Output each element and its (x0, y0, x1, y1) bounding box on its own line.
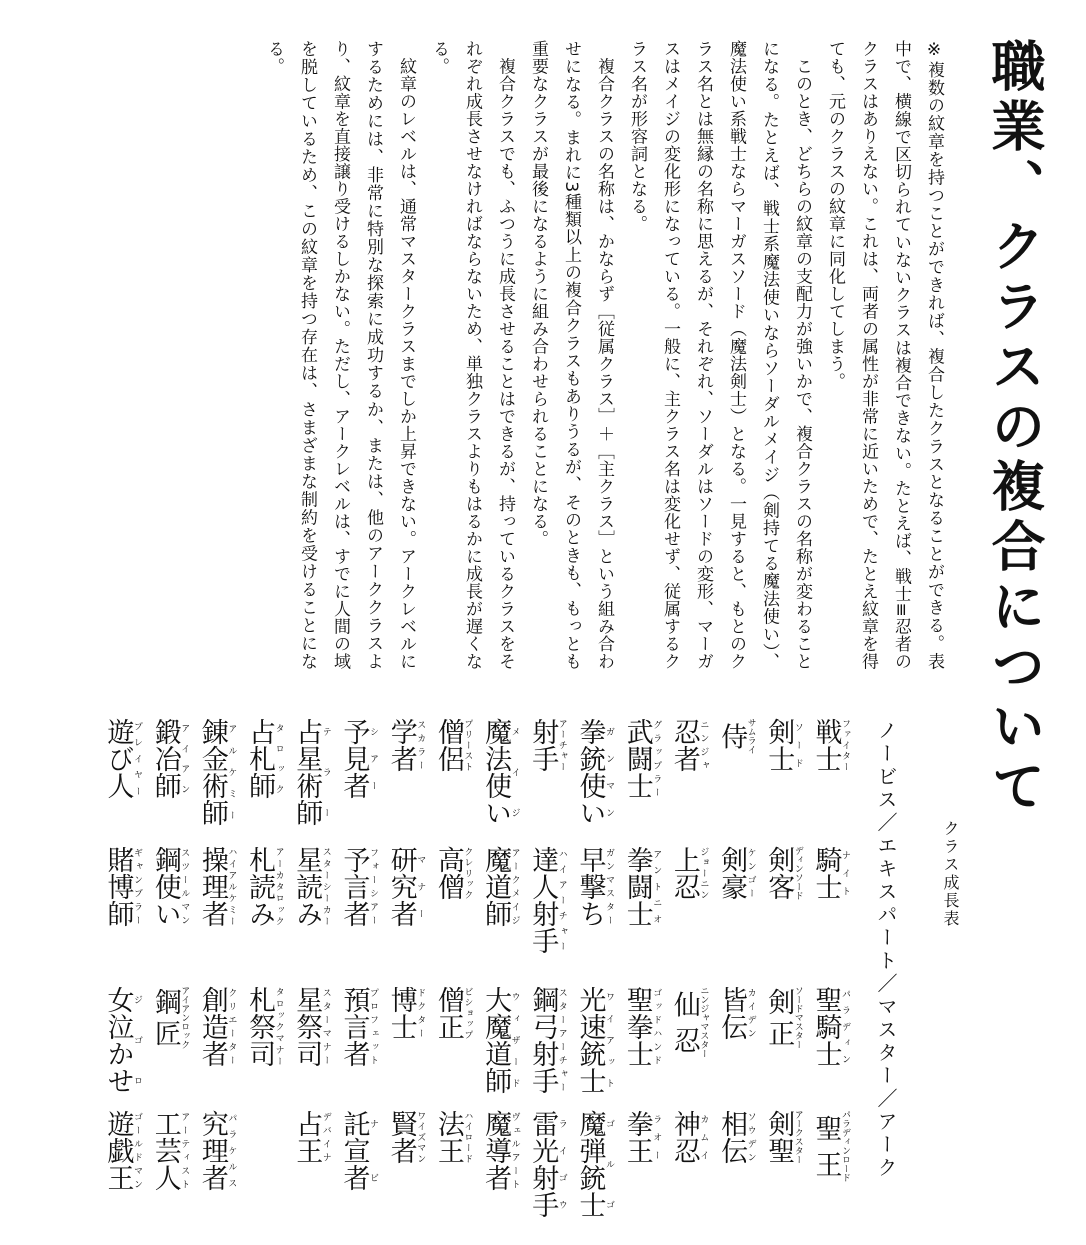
table-cell: 聖拳士ゴッドハンド (621, 986, 662, 1067)
table-cell: 高僧クレリック (432, 846, 473, 900)
table-row (664, 718, 708, 1198)
table-cell: 星読みスターシーカー (291, 846, 331, 927)
table-cell: 遊び人プレイヤー (102, 718, 142, 799)
table-cell: 射手アーチャー (527, 718, 567, 772)
table-row (240, 718, 284, 1198)
table-cell: 剣正ソードマスター (763, 986, 803, 1049)
table-row (476, 718, 520, 1198)
table-cell: 工芸人アーティスト (149, 1110, 190, 1191)
paragraph: 複合クラスの名称は、かならず［従属クラス］＋［主クラス］という組み合わせになる。まれに3種類以上の複合クラスもありうるが、そのときも、もっとも重要なクラスが最後になるように組み合わせられることになる。 (528, 40, 614, 670)
table-cell: 聖騎士パラディン (810, 986, 850, 1067)
table-cell: 剣聖アークスター (763, 1110, 803, 1164)
table-cell: 魔法使いメイジ (480, 718, 520, 826)
table-cell: 剣豪ケンゴー (716, 846, 756, 900)
table-cell: 拳王ラオー (621, 1110, 662, 1164)
table-cell: 大魔道師ウィザード (480, 986, 520, 1094)
table-cell: 光速銃士ワイアット (574, 986, 614, 1094)
table-row (759, 718, 803, 1198)
table-cell: 預言者プロフェット (338, 986, 378, 1067)
table-cell: 魔道師アークメイジ (480, 846, 520, 927)
table-cell: 星祭司スターマナー (291, 986, 331, 1067)
table-row (570, 718, 614, 1218)
table-row (617, 718, 661, 1198)
table-title: クラス成長表 (941, 820, 960, 928)
table-cell: 鋼匠アイアンロック (149, 986, 190, 1049)
table-row (145, 718, 189, 1198)
page-title: 職業、クラスの複合について (983, 38, 1046, 818)
table-cell: 僧侶プリースト (432, 718, 473, 772)
table-cell: 研究者マナー (385, 846, 426, 927)
table-cell: 遊戯王ゴールドマン (102, 1110, 142, 1191)
table-cell: 魔弾銃士ゴルゴ (574, 1110, 614, 1218)
table-cell: 占星術師テラー (291, 718, 331, 826)
table-cell: 剣客ディンソード (763, 846, 803, 900)
table-cell: 忍者ニンジャ (668, 718, 709, 772)
table-cell: 操理者ハイアルケミー (196, 846, 237, 927)
table-cell: 早撃ちガンマスター (574, 846, 614, 927)
table-cell: 女泣かせジゴロ (102, 986, 142, 1094)
table-cell: 雷光射手ライゴウ (527, 1110, 567, 1218)
table-row (712, 718, 756, 1198)
table-cell: 博士ドクター (385, 986, 426, 1040)
table-cell: 札読みアーカタロック (244, 846, 284, 927)
table-cell: 占札師タロック (244, 718, 284, 799)
table-row (806, 718, 850, 1198)
table-cell: 創造者クリエーター (196, 986, 237, 1067)
body-text (150, 40, 950, 670)
table-cell: 魔導者ヴェルアート (480, 1110, 520, 1191)
table-cell: 錬金術師アルケミー (196, 718, 237, 826)
table-row (98, 718, 142, 1198)
table-row (523, 718, 567, 1218)
table-cell: 拳闘士アントニオ (621, 846, 662, 927)
table-row (428, 718, 472, 1198)
table-cell: 僧正ビショップ (432, 986, 473, 1040)
table-cell: 鋼弓射手スターアーチャー (527, 986, 567, 1094)
table-cell: 予見者シアー (338, 718, 378, 799)
table-cell: 聖王パラディンロード (810, 1110, 850, 1182)
table-cell: 賢者ワイズマン (385, 1110, 426, 1164)
table-cell: 拳銃使いガンマン (574, 718, 614, 826)
table-header: ノービス／エキスパート／マスター／アーク (874, 720, 898, 1180)
table-row (192, 718, 236, 1198)
paragraph: 紋章のレベルは、通常マスタークラスまでしか上昇できない。アークレベルにするためには、非常に特別な探索に成功するか、または、他のアーククラスより、紋章を直接譲り受けるしかない。ただし、アークレベルは、すでに人間の域を脱しているため、この紋章を持つ存在は、さまざまな制約を受けることになる。 (264, 40, 416, 670)
table-cell: 上忍ジョーニン (668, 846, 709, 900)
table-cell: 占王デバイナ (291, 1110, 331, 1164)
table-cell: 鋼使いスツールマン (149, 846, 190, 927)
table-cell: 賭博師ギャンブラー (102, 846, 142, 927)
table-cell: 学者スカラー (385, 718, 426, 772)
paragraph: このとき、どちらの紋章の支配力が強いかで、複合クラスの名称が変わることになる。たとえば、戦士系魔法使いならソーダルメイジ（剣持てる魔法使い）、魔法使い系戦士ならマーガスソード（魔法剣士）となる。一見すると、もとのクラス名とは無縁の名称に思えるが、それぞれ、ソーダルはソードの変形、マーガスはメイジの変化形になっている。一般に、主クラス名は変化せず、従属するクラス名が形容詞となる。 (627, 40, 812, 670)
table-cell: 侍サムライ (716, 718, 756, 754)
table-row (381, 718, 425, 1198)
table-cell: 剣士ソード (763, 718, 803, 772)
table-cell: 戦士ファイター (810, 718, 850, 772)
table-cell: 託宣者ナビ (338, 1110, 378, 1191)
table-cell: 神忍カムイ (668, 1110, 709, 1164)
paragraph: 複合クラスでも、ふつうに成長させることはできるが、持っているクラスをそれぞれ成長させなければならないため、単独クラスよりもはるかに成長が遅くなる。 (429, 40, 515, 670)
table-cell: 札祭司タロックマナー (244, 986, 284, 1067)
paragraph: ※複数の紋章を持つことができれば、複合したクラスとなることができる。表中で、横線で区切られていないクラスは複合できない。たとえば、戦士≡忍者のクラスはありえない。これは、両者の属性が非常に近いためで、たとえ紋章を得ても、元のクラスの紋章に同化してしまう。 (825, 40, 944, 670)
table-cell: 究理者パラケルス (196, 1110, 237, 1191)
table-cell: 法王ハイロード (432, 1110, 473, 1164)
table-cell: 予言者フォーシアー (338, 846, 378, 927)
table-row (287, 718, 331, 1198)
table-cell: 鍛冶師アイアン (149, 718, 190, 799)
table-cell: 騎士ナイト (810, 846, 850, 900)
table-row (334, 718, 378, 1198)
table-cell: 仙忍ニンジャマスター (668, 986, 709, 1058)
table-cell: 皆伝カイデン (716, 986, 756, 1040)
table-cell: 相伝ソウデン (716, 1110, 756, 1164)
table-cell: 武闘士グラップラー (621, 718, 662, 799)
table-cell: 達人射手ハイアーチャー (527, 846, 567, 954)
